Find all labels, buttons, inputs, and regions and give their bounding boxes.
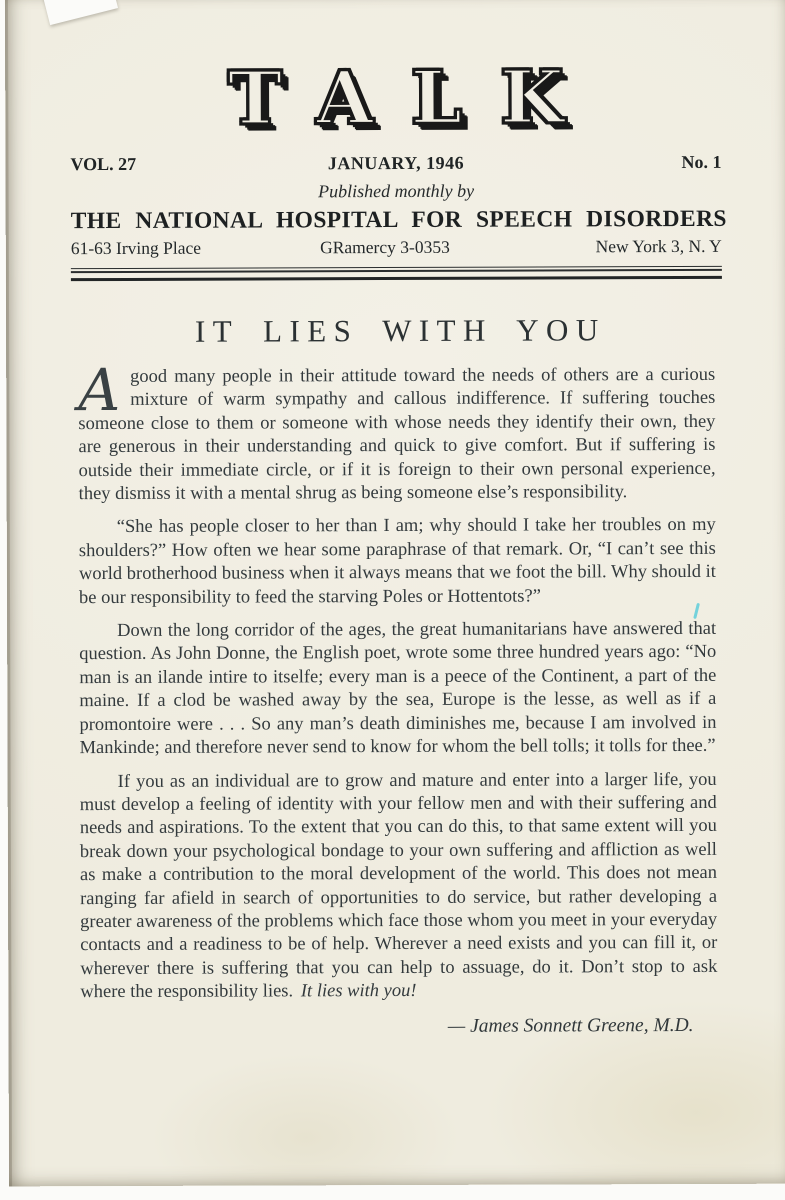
paragraph: “She has people closer to her than I am; why should I take her troubles on my shoulders?” How often we hear some paraphrase of that remark. Or, “I can’t see this world brotherhood business when it always means that we foot the bill. Why should it be our responsibility to feed the starving Poles or Hottentots?” — [78, 515, 716, 608]
city-address: New York 3, N. Y — [595, 235, 722, 257]
address-line — [71, 236, 722, 259]
volume-label: VOL. 27 — [70, 153, 137, 175]
byline: — James Sonnett Greene, M.D. — [447, 1014, 694, 1037]
paragraph-text: If you as an individual are to grow and mature and enter into a larger life, you must develop a feeling of identity with your fellow men and with their suffering and needs and aspirations. To the extent that you can do this, to that same extent will you break down your psychological bondage to your own suffering and affliction as well as make a contribution to the moral development of the world. This does not mean ranging far afield in search of opportunities to do service, but rather developing a greater awareness of the problems which face those whom you meet in your everyday contacts and a readiness to be of help. Wherever a need exists and you can fill it, or wherever there is suffering that you can help to assuage, do it. Don’t stop to ask where the responsibility lies. — [79, 769, 718, 1003]
paragraph-text: good many people in their attitude toward the needs of others are a curious mixture of warm sympathy and callous indifference. If suffering touches someone close to them or someone with whose needs they identify their own, they are generous in their understanding and quick to give comfort. But if suffering is outside their immediate circle, or if it is foreign to their own personal experience, they dismiss it with a mental shrug as being someone else’s responsibility. — [78, 364, 716, 505]
article — [78, 312, 718, 1039]
drop-cap: A — [78, 355, 121, 425]
issue-date: JANUARY, 1946 — [327, 152, 465, 174]
phone-number: GRamercy 3-0353 — [320, 236, 450, 258]
street-address: 61-63 Irving Place — [70, 237, 202, 259]
issue-info-line — [70, 152, 721, 175]
paragraph — [80, 768, 718, 1004]
paragraph — [78, 355, 716, 507]
organization-name: THE NATIONAL HOSPITAL FOR SPEECH DISORDERS — [70, 205, 727, 235]
article-body — [78, 355, 718, 1005]
closing-phrase: It lies with you! — [300, 981, 417, 1002]
paragraph: Down the long corridor of the ages, the great humanitarians have answered that question. As John Donne, the English poet, wrote some three hundred years ago: “No man is an ilande intire to itselfe; every man is a peece of the Continent, a part of the maine. If a clod be washed away by the sea, Europe is the lesse, as well as if a promontoire were . . . So any man’s death diminishes me, because I am involved in Mankinde; and therefore never send to know for whom the bell tolls; it tolls for thee.” — [79, 618, 717, 759]
masthead-divider-rule — [71, 266, 722, 281]
newsletter-title: TALK — [227, 54, 602, 142]
masthead — [70, 54, 727, 281]
issue-number: No. 1 — [681, 151, 722, 173]
published-by-line: Published monthly by — [318, 180, 475, 202]
article-title: IT LIES WITH YOU — [194, 312, 606, 349]
paper-sheet — [5, 0, 785, 1186]
